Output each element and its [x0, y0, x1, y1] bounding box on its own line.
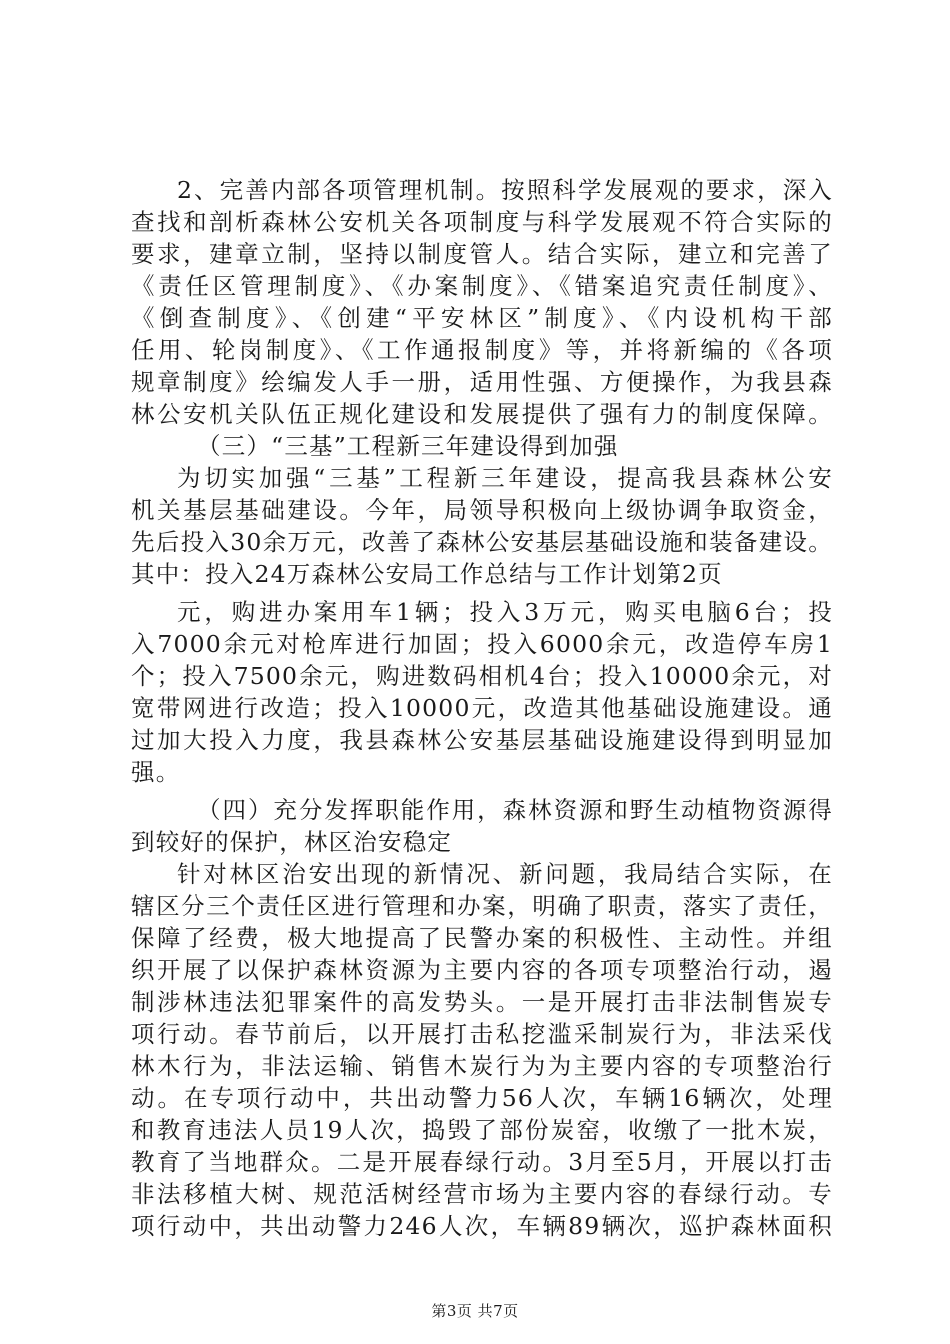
paragraph-line: 林公安机关队伍正规化建设和发展提供了强有力的制度保障。	[131, 400, 833, 428]
paragraph-line: 辖区分三个责任区进行管理和办案，明确了职责，落实了责任，	[131, 892, 833, 920]
paragraph-line: 宽带网进行改造；投入10000元，改造其他基础设施建设。通	[131, 694, 833, 722]
paragraph-line: 过加大投入力度，我县森林公安基层基础设施建设得到明显加	[131, 726, 833, 754]
paragraph-line: 针对林区治安出现的新情况、新问题，我局结合实际，在	[177, 860, 833, 888]
paragraph-line: 项行动中，共出动警力246人次，车辆89辆次，巡护森林面积	[131, 1212, 833, 1240]
paragraph-line: 保障了经费，极大地提高了民警办案的积极性、主动性。并组	[131, 924, 833, 952]
paragraph-line: 个；投入7500余元，购进数码相机4台；投入10000余元，对	[131, 662, 833, 690]
paragraph-line: 非法移植大树、规范活树经营市场为主要内容的春绿行动。专	[131, 1180, 833, 1208]
paragraph-line: 强。	[131, 758, 181, 786]
paragraph-line: 织开展了以保护森林资源为主要内容的各项专项整治行动，遏	[131, 956, 833, 984]
paragraph-line: 规章制度》绘编发人手一册，适用性强、方便操作，为我县森	[131, 368, 833, 396]
paragraph-line: 教育了当地群众。二是开展春绿行动。3月至5月，开展以打击	[131, 1148, 833, 1176]
paragraph-line: 先后投入30余万元，改善了森林公安基层基础设施和装备建设。	[131, 528, 833, 556]
section-heading: 到较好的保护，林区治安稳定	[131, 828, 453, 856]
paragraph-line: 项行动。春节前后，以开展打击私挖滥采制炭行为，非法采伐	[131, 1020, 833, 1048]
document-body	[131, 174, 833, 1242]
paragraph-line: 元，购进办案用车1辆；投入3万元，购买电脑6台；投	[177, 598, 833, 626]
paragraph-line: 2、完善内部各项管理机制。按照科学发展观的要求，深入	[177, 176, 833, 204]
paragraph-line: 和教育违法人员19人次，捣毁了部份炭窑，收缴了一批木炭，	[131, 1116, 833, 1144]
section-heading: （四）充分发挥职能作用，森林资源和野生动植物资源得	[197, 796, 833, 824]
paragraph-line: 《倒查制度》、《创建“平安林区”制度》、《内设机构干部	[131, 304, 833, 332]
section-heading: （三）“三基”工程新三年建设得到加强	[197, 432, 619, 460]
paragraph-line: 查找和剖析森林公安机关各项制度与科学发展观不符合实际的	[131, 208, 833, 236]
paragraph-line: 《责任区管理制度》、《办案制度》、《错案追究责任制度》、	[131, 272, 833, 300]
paragraph-line: 其中：投入24万森林公安局工作总结与工作计划第2页	[131, 560, 723, 588]
page-number-footer: 第3页 共7页	[431, 1302, 519, 1320]
paragraph-line: 为切实加强“三基”工程新三年建设，提高我县森林公安	[177, 464, 833, 492]
paragraph-line: 入7000余元对枪库进行加固；投入6000余元，改造停车房1	[131, 630, 833, 658]
paragraph-line: 要求，建章立制，坚持以制度管人。结合实际，建立和完善了	[131, 240, 833, 268]
paragraph-line: 任用、轮岗制度》、《工作通报制度》等，并将新编的《各项	[131, 336, 833, 364]
paragraph-line: 机关基层基础建设。今年，局领导积极向上级协调争取资金，	[131, 496, 833, 524]
paragraph-line: 林木行为，非法运输、销售木炭行为为主要内容的专项整治行	[131, 1052, 833, 1080]
paragraph-line: 动。在专项行动中，共出动警力56人次，车辆16辆次，处理	[131, 1084, 833, 1112]
paragraph-line: 制涉林违法犯罪案件的高发势头。一是开展打击非法制售炭专	[131, 988, 833, 1016]
